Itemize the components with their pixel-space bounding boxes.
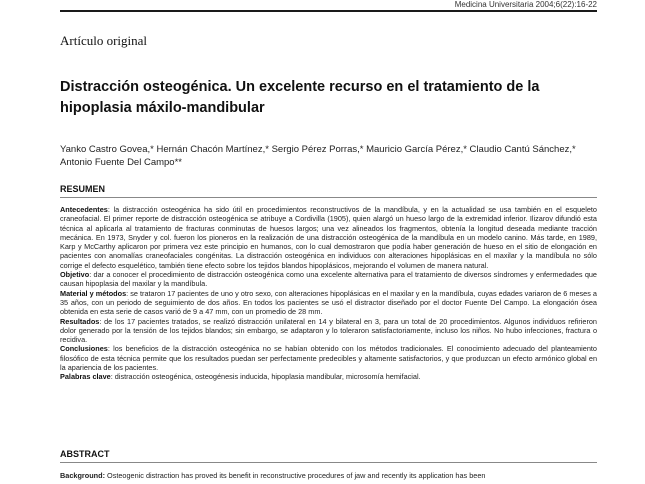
abstract-heading: ABSTRACT xyxy=(60,449,110,459)
background-text: Osteogenic distraction has proved its benefit in reconstructive procedures of jaw and recently its application has been xyxy=(105,471,486,480)
article-title: Distracción osteogénica. Un excelente recurso en el tratamiento de la hipoplasia máxilo-mandibular xyxy=(60,79,540,116)
palabras-clave-label: Palabras clave xyxy=(60,372,111,382)
resultados-paragraph xyxy=(60,317,597,345)
section-label: Artículo original xyxy=(60,33,148,48)
objetivo-text: : dar a conocer el procedimiento de distracción osteogénica como una excelente alternativa para el tratamiento de diversos síndromes y enfermedades que causan hipoplasia del maxilar y la mandíbula. xyxy=(60,270,597,289)
palabras-clave-text: : distracción osteogénica, osteogénesis inducida, hipoplasia mandibular, microsomía hemifacial. xyxy=(110,372,421,382)
header-rule xyxy=(60,10,597,12)
material-label: Material y métodos xyxy=(60,288,127,298)
antecedentes-paragraph xyxy=(60,205,597,270)
journal-citation: Medicina Universitaria 2004;6(22):16-22 xyxy=(454,0,597,9)
objetivo-paragraph xyxy=(60,270,597,289)
resultados-label: Resultados xyxy=(60,316,100,326)
abstract-rule xyxy=(60,462,597,463)
resumen-rule xyxy=(60,197,597,198)
author-list: Yanko Castro Govea,* Hernán Chacón Martínez,* Sergio Pérez Porras,* Mauricio García Pérez,* Claudio Cantú Sánchez,* Antonio Fuente Del Campo** xyxy=(60,144,576,168)
conclusiones-text: : los beneficios de la distracción osteogénica no se habían obtenido con los métodos tradicionales. El conocimiento adecuado del planteamiento filosófico de esta técnica permite que los resultados puedan ser perfectamente predecibles y altamente satisfactorios, y que produzcan un efecto armónico global en la apariencia de los pacientes. xyxy=(60,344,597,373)
conclusiones-paragraph xyxy=(60,344,597,372)
conclusiones-label: Conclusiones xyxy=(60,344,108,354)
antecedentes-label: Antecedentes xyxy=(60,205,108,214)
material-text: : se trataron 17 pacientes de uno y otro sexo, con alteraciones hipoplásicas en el maxilar y en la mandíbula, cuyas edades variaron de 6 meses a 35 años, con un periodo de seguimiento de dos años. En todos los pacientes se usó el distractor diseñado por el doctor Fuente Del Campo. La elongación ósea obtenida en esta serie de casos varió de 9 a 47 mm, con un promedio de 28 mm. xyxy=(60,288,597,317)
resumen-body xyxy=(60,205,597,382)
antecedentes-text: : la distracción osteogénica ha sido útil en procedimientos reconstructivos de la mandíbula, y en la actualidad se usa también en el esqueleto craneofacial. El primer reporte de distracción osteogénica se atribuye a Cordivilla (1905), quien alargó un hueso largo de la extremidad inferior. Ilizarov difundió esta técnica al aplicarla al tratamiento de fracturas conminutas de huesos largos; una vez alineados los fragmentos, obtenía la longitud deseada mediante tracción mecánica. En 1973, Snyder y col. fueron los pioneros en la realización de una distracción osteogénica de la mandíbula en un modelo canino. Más tarde, en 1989, Karp y McCarthy aplicaron por primera vez este principio en humanos, con lo cual demostraron que podía haber generación de hueso en el sitio de elongación en pacientes con anomalías craneofaciales congénitas. La distracción osteogénica en individuos con alteraciones hipoplásicas en el maxilar y la mandíbula no sólo corrige el defecto esquelético, también tiene efecto sobre los tejidos blandos hipoplásicos, mejorando el volumen de manera natural. xyxy=(60,205,597,270)
resumen-heading: RESUMEN xyxy=(60,184,106,194)
objetivo-label: Objetivo xyxy=(60,270,90,280)
resultados-text: : de los 17 pacientes tratados, se realizó distracción unilateral en 14 y bilateral en 3, para un total de 20 procedimientos. Algunos individuos refirieron dolor generado por la tensión de los tejidos blandos; sin embargo, se adaptaron y lo toleraron satisfactoriamente, incluso los niños. No hubo infecciones, fractura o recidiva. xyxy=(60,316,597,345)
palabras-clave-paragraph xyxy=(60,372,597,381)
material-paragraph xyxy=(60,289,597,317)
background-label: Background: xyxy=(60,471,105,480)
background-paragraph xyxy=(60,471,597,480)
